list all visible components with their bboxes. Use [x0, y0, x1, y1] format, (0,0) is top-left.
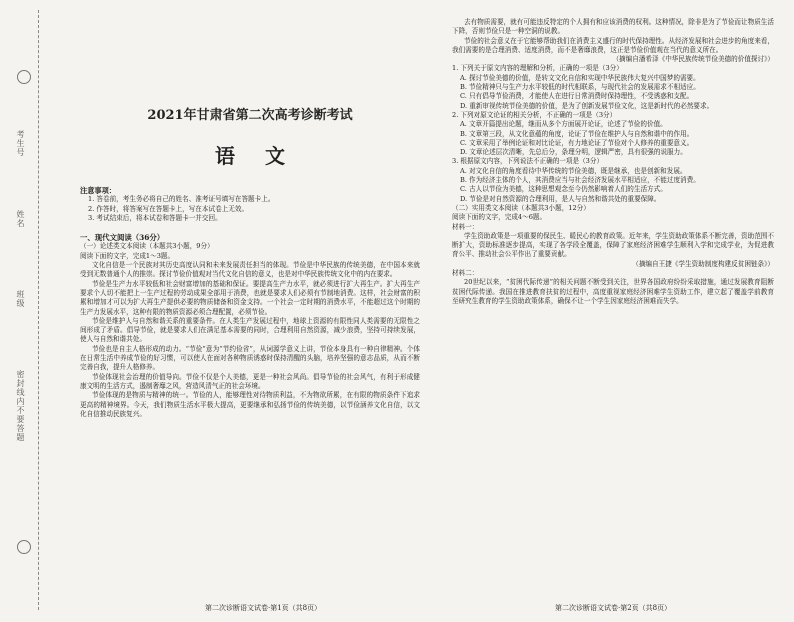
passage-paragraph: 节俭是维护人与自然和谐关系的重要条件。在人类生产发展过程中，地球上资源的有限性同人类需要的无限性之间形成了矛盾。倡导节俭，就是要求人们在满足基本需要的同时，合理利用自然资源，减少浪费，坚持可持续发展，使人与自然和谐共处。 [80, 316, 420, 344]
page-1 [80, 18, 420, 598]
passage-paragraph: 节俭体现的是物质与精神的统一。节俭的人，能够理性对待物质利益，不为物欲所累，在有限的物质条件下追求更高的精神境界。今天，我们物质生活水平极大提高，更要继承和弘扬节俭的传统美德，以节俭涵养文化自信，以文化自信推动民族复兴。 [80, 391, 420, 418]
source-citation: （摘编自王捷《学生资助制度构建反贫困链条》） [632, 259, 774, 268]
binding-hole [17, 70, 31, 84]
question-option: A. 文章开篇提出论题，继而从多个方面展开论证，论述了节俭的价值。 [460, 120, 667, 129]
question-option: C. 只有倡导节俭消费，才能使人在进行日常消费时保持理性，不受诱惑和支配。 [460, 92, 694, 101]
passage-paragraph: 文化自信是一个民族对其历史高度认同和未来发展责任担当的体现。节俭是中华民族的传统美德，在中国本来就受到无数普通个人的推崇。探讨节俭价值观对当代文化自信的意义，也是对中华民族传统文化中的内在要求。 [80, 261, 420, 279]
question-stem: 3. 根据原文内容，下列说法不正确的一项是（3分） [452, 157, 604, 166]
question-option: C. 文章采用了举例论证和对比论证，有力地论证了节俭对个人修养的重要意义。 [460, 138, 694, 147]
subsection-heading: （一）论述类文本阅读（本题共3小题，9分） [80, 242, 214, 251]
source-citation: （摘编自潘希泽《中华民族传统节俭美德的价值探讨》） [612, 55, 774, 64]
material-label: 材料二： [452, 269, 479, 278]
binding-label-class: 班级 [16, 290, 25, 308]
subject-title: 语文 [215, 144, 315, 168]
question-stem: 1. 下列关于原文内容的理解和分析，正确的一项是（3分） [452, 64, 623, 73]
question-option: B. 作为经济主体的个人，其消费应当与社会经济发展水平相适应，不能过度消费。 [460, 176, 700, 185]
binding-label-id: 考生号 [16, 130, 25, 157]
question-option: D. 文章论述层次清晰，先总后分，条理分明，逻辑严密，具有很强的说服力。 [460, 148, 687, 157]
note-item: 3. 考试结束后，将本试卷和答题卡一并交回。 [88, 213, 222, 222]
note-item: 2. 作答时，将答案写在答题卡上，写在本试卷上无效。 [88, 204, 249, 213]
passage-paragraph: 节俭的社会意义在于它能够帮助我们在消费主义盛行的时代保持理性。从经济发展和社会进步的角度来看，我们需要的是合理消费、适度消费，而不是奢靡浪费，这正是节俭价值观在当代的意义所在。 [452, 36, 774, 54]
instruction: 阅读下面的文字，完成4～6题。 [452, 213, 547, 222]
passage-paragraph: 去有物质需要，就有可能违反特定的个人拥有和应该消费的权利。这种情况，除非是为了节俭而让物质生活下降，否则节俭只是一种空洞的说教。 [452, 18, 774, 36]
material-paragraph: 学生资助政策是一项重要的保民生、暖民心的教育政策。近年来，学生资助政策体系不断完善，资助范围不断扩大，资助标准逐步提高，实现了各学段全覆盖，保障了家庭经济困难学生顺利入学和完成学业，为促进教育公平、推动社会公平作出了重要贡献。 [452, 231, 774, 259]
page-footer: 第二次诊断语文试卷·第2页（共8页） [555, 604, 672, 612]
instruction: 阅读下面的文字，完成1～3题。 [80, 251, 175, 260]
passage-paragraph: 节俭也是自主人格形成的动力。“节俭”意为“节约俭省”，从词源学意义上讲，节俭本身具有一种自律精神。个体在日常生活中养成节俭的好习惯，可以使人在面对各种物质诱惑时保持清醒的头脑，培养坚强的意志品质，从而不断完善自我，提升人格修养。 [80, 344, 420, 372]
question-option: C. 古人以节俭为美德，这种思想观念至今仍然影响着人们的生活方式。 [460, 185, 667, 194]
binding-label-name: 姓名 [16, 210, 25, 228]
passage-paragraph: 节俭是生产力水平较低和社会财富增加的基础和保证。要提高生产力水平，就必须进行扩大再生产。扩大再生产要求个人切不能把上一生产过程的劳动成果全部用于消费，也就是要求人们必须有节制地消费。这样，社会财富的积累和增加才可以为扩大再生产提供必要的物质储备和资金支持。一个社会一定时期的消费水平，不能超过这个时期的生产力发展水平，这种有限的物质资源必须合理配置，必须节俭。 [80, 279, 420, 316]
question-option: A. 探讨节俭美德的价值，是转文文化自信和实现中华民族伟大复兴中国梦的需要。 [460, 73, 700, 82]
question-option: D. 节俭是对自然资源的合理利用，是人与自然和谐共处的重要保障。 [460, 194, 661, 203]
exam-title: 2021年甘肃省第二次高考诊断考试 [147, 108, 353, 123]
material-paragraph: 20世纪以来，“贫困代际传递”的相关问题不断受到关注，世界各国政府纷纷采取措施，通过发展教育阻断贫困代际传递。我国在推进教育扶贫的过程中，高度重视家庭经济困难学生资助工作，建立起了覆盖学前教育至研究生教育的学生资助政策体系，确保不让一个学生因家庭经济困难而失学。 [452, 278, 774, 305]
subsection-heading: （二）实用类文本阅读（本题共3小题，12分） [452, 203, 590, 212]
passage-paragraph: 节俭体现社会治理的价值导向。节俭不仅是个人美德，更是一种社会风尚。倡导节俭的社会风气，有利于形成健康文明的生活方式，遏制奢靡之风，营造风清气正的社会环境。 [80, 372, 420, 390]
material-label: 材料一： [452, 222, 479, 231]
binding-hole [17, 540, 31, 554]
page-footer: 第二次诊断语文试卷·第1页（共8页） [205, 604, 322, 612]
question-option: A. 对文化自信的角度看待中华传统的节俭美德，既是继承，也是创新和发展。 [460, 166, 687, 175]
notes-heading: 注意事项： [80, 186, 116, 195]
page-2 [452, 18, 774, 598]
question-stem: 2. 下列对原文论证的相关分析，不正确的一项是（3分） [452, 110, 617, 119]
question-option: B. 节俭精神只与生产力水平较低的时代相联系，与现代社会的发展需求不相适应。 [460, 83, 700, 92]
section-heading: 一、现代文阅读（36分） [80, 233, 165, 243]
binding-seal-text: 密封线内不要答题 [16, 370, 25, 442]
note-item: 1. 答卷前，考生务必将自己的姓名、准考证号填写在答题卡上。 [88, 195, 275, 204]
question-option: B. 文章第三段，从文化意蕴的角度，论证了节俭在维护人与自然和谐中的作用。 [460, 129, 694, 138]
question-option: D. 重新审视传统节俭美德的价值，是为了创新发展节俭文化，这是新时代的必然要求。 [460, 101, 714, 110]
binding-margin [12, 10, 39, 610]
